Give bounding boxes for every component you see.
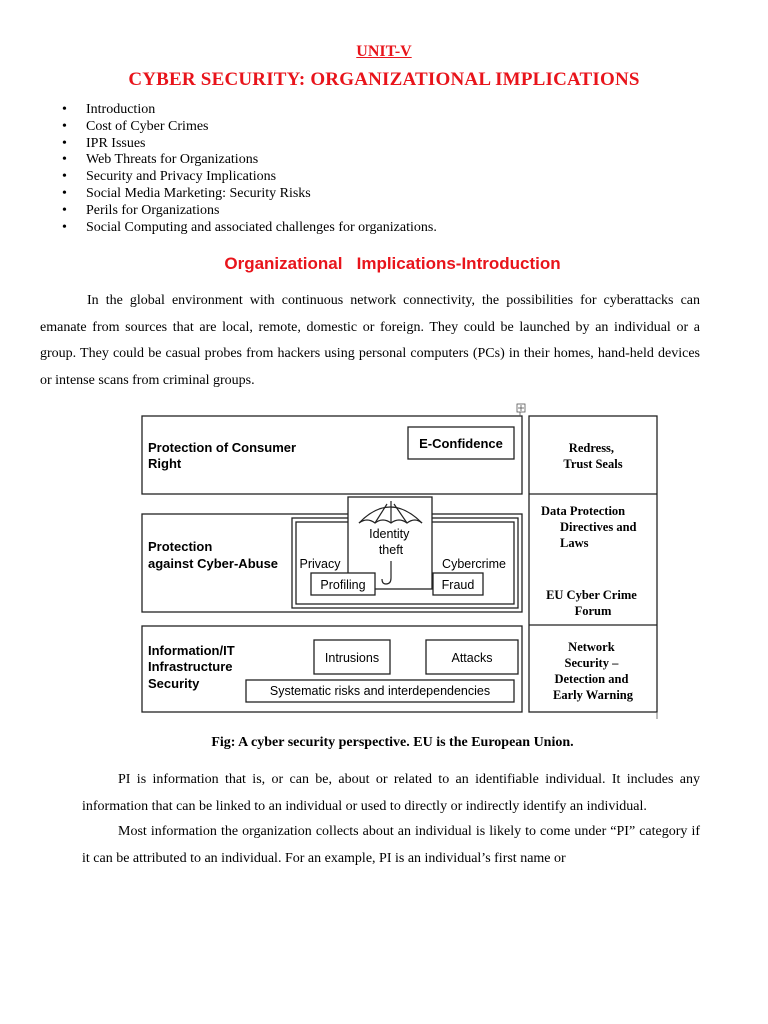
intro-paragraph: In the global environment with continuous network connectivity, the possibilities for cyberattacks can emanate from sources that are local, remote, domestic or foreign. They could be launched by an individual or a group. They could be casual probes from hackers using personal computers (PCs) in their homes, hand-held devices or intense scans from criminal groups.	[40, 293, 700, 388]
e-confidence-label: E-Confidence	[419, 436, 503, 451]
figure-caption: Fig: A cyber security perspective. EU is the European Union.	[211, 735, 574, 750]
attacks-label: Attacks	[451, 651, 493, 665]
topic-item: • Introduction	[62, 102, 437, 119]
redress-label: Redress, Trust Seals	[563, 441, 623, 471]
document-title: CYBER SECURITY: ORGANIZATIONAL IMPLICATIONS	[128, 69, 640, 90]
cyber-abuse-protection-label: Protection against Cyber-Abuse	[148, 539, 279, 571]
data-protection-label: Data Protection Directives and Laws	[541, 504, 637, 550]
profiling-label: Profiling	[320, 578, 366, 592]
topic-item: • Web Threats for Organizations	[62, 152, 437, 169]
cyber-security-perspective-diagram	[140, 403, 660, 723]
topic-item: • Social Media Marketing: Security Risks	[62, 186, 437, 203]
consumer-protection-label: Protection of Consumer Right	[148, 440, 297, 471]
infrastructure-security-label: Information/IT Infrastructure Security	[148, 643, 235, 691]
topic-item: • Security and Privacy Implications	[62, 169, 437, 186]
unit-label: UNIT-V	[356, 43, 412, 60]
topic-item: • Social Computing and associated challenges for organizations.	[62, 220, 437, 237]
privacy-label: Privacy	[299, 557, 341, 571]
topic-list	[62, 102, 437, 236]
topic-item: • IPR Issues	[62, 136, 437, 153]
eu-cyber-crime-forum-label: EU Cyber Crime Forum	[546, 588, 637, 618]
identity-theft-label: Identity theft	[369, 527, 410, 557]
topic-item: • Perils for Organizations	[62, 203, 437, 220]
pi-category-paragraph: Most information the organization collects about an individual is likely to come under “PI” category if it can be attributed to an individual. For an example, PI is an individual’s first name or	[82, 824, 700, 866]
pi-definition-paragraph: PI is information that is, or can be, about or related to an identifiable individual. It includes any information that can be linked to an individual or used to directly or indirectly identify an individual.	[82, 772, 700, 814]
intrusions-label: Intrusions	[324, 651, 380, 665]
fraud-label: Fraud	[441, 578, 475, 592]
systematic-risks-label: Systematic risks and interdependencies	[269, 684, 491, 698]
topic-item: • Cost of Cyber Crimes	[62, 119, 437, 136]
section-heading: Organizational Implications-Introduction	[224, 254, 561, 273]
cybercrime-label: Cybercrime	[442, 557, 506, 571]
network-security-label: Network Security – Detection and Early Warning	[553, 640, 633, 702]
